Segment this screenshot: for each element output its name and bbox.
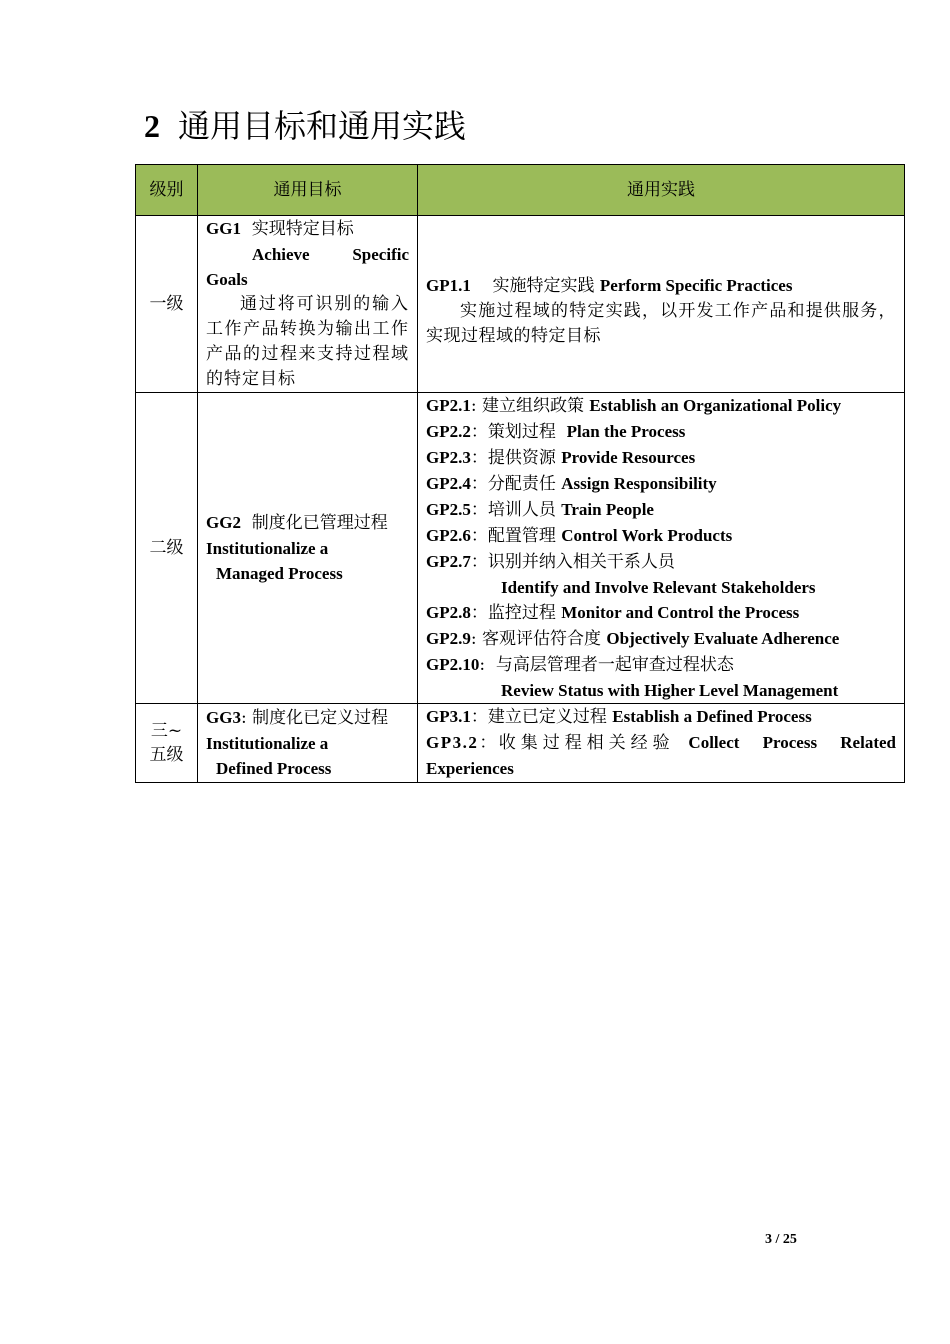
practice-sep: ： bbox=[470, 500, 488, 520]
goal-cell bbox=[198, 704, 418, 783]
practice-cn: 实施特定实践 bbox=[492, 276, 595, 296]
table-row bbox=[136, 216, 905, 393]
practice-en: Assign Responsibility bbox=[561, 474, 717, 493]
practice-cn: 建立已定义过程 bbox=[487, 707, 607, 727]
practice-sep: : bbox=[479, 655, 486, 675]
practice-item bbox=[426, 393, 900, 419]
section-heading bbox=[144, 100, 466, 152]
practice-item bbox=[426, 471, 900, 497]
practice-sep: ： bbox=[470, 707, 488, 727]
goal-cn: 实现特定目标 bbox=[251, 219, 354, 239]
practice-code: GP3.1 bbox=[426, 707, 471, 726]
practice-cn: 分配责任 bbox=[487, 474, 556, 494]
header-practice: 通用实践 bbox=[418, 165, 905, 216]
practice-cn: 客观评估符合度 bbox=[482, 629, 601, 649]
header-goal: 通用目标 bbox=[198, 165, 418, 216]
practice-code: GP2.5 bbox=[426, 500, 471, 519]
practice-item bbox=[426, 445, 900, 471]
practice-en: Train People bbox=[561, 500, 654, 519]
table-row bbox=[136, 704, 905, 783]
goal-code: GG3 bbox=[206, 708, 241, 727]
practice-code: GP2.1 bbox=[426, 396, 471, 415]
goal-code: GG2 bbox=[206, 513, 241, 532]
goal-en-line2: Defined Process bbox=[216, 759, 332, 778]
practice-cn: 配置管理 bbox=[487, 526, 556, 546]
practice-en: Establish an Organizational Policy bbox=[589, 396, 842, 415]
practice-cn: 收集过程相关经验 bbox=[498, 733, 675, 753]
practice-cell bbox=[418, 704, 905, 783]
practice-en: Control Work Products bbox=[561, 526, 733, 545]
goal-code: GG1 bbox=[206, 219, 241, 238]
practice-sep: : bbox=[470, 396, 477, 416]
goal-cell bbox=[198, 393, 418, 704]
page-separator: / bbox=[775, 1232, 780, 1247]
practice-code: GP2.6 bbox=[426, 526, 471, 545]
goal-cn: 制度化已管理过程 bbox=[251, 513, 388, 533]
practice-cn: 与高层管理者一起审查过程状态 bbox=[495, 655, 734, 675]
level-cell bbox=[136, 704, 198, 783]
practice-cn: 建立组织政策 bbox=[482, 396, 584, 416]
practice-code: GP3.2 bbox=[426, 733, 479, 752]
goal-en-line1: Institutionalize a bbox=[206, 734, 329, 753]
level-line1: 三~ bbox=[150, 721, 183, 741]
practice-cn: 培训人员 bbox=[487, 500, 556, 520]
practice-item bbox=[426, 652, 900, 678]
practice-en: Identify and Involve Relevant Stakeholders bbox=[501, 578, 816, 597]
practice-cn: 策划过程 bbox=[487, 422, 556, 442]
practice-cell bbox=[418, 393, 905, 704]
practice-sep: ： bbox=[470, 448, 488, 468]
practice-item bbox=[426, 523, 900, 549]
goal-en-line1: Institutionalize a bbox=[206, 539, 329, 558]
level-line2: 五级 bbox=[149, 745, 184, 765]
practice-en: Plan the Process bbox=[566, 422, 686, 441]
practice-code: GP2.9 bbox=[426, 629, 471, 648]
goal-en-line2: Managed Process bbox=[216, 564, 343, 583]
practice-sep: ： bbox=[470, 526, 488, 546]
practice-sep: ： bbox=[470, 552, 488, 572]
practice-sep: ： bbox=[470, 422, 488, 442]
current-page: 3 bbox=[765, 1232, 772, 1247]
practice-item bbox=[426, 497, 900, 523]
goal-desc: 通过将可识别的输入工作产品转换为输出工作产品的过程来支持过程域的特定目标 bbox=[206, 294, 409, 389]
practice-sep: ： bbox=[470, 603, 488, 623]
level-cell: 二级 bbox=[136, 393, 198, 704]
section-title: 通用目标和通用实践 bbox=[178, 107, 467, 145]
table-header-row bbox=[136, 165, 905, 216]
practice-code: GP2.7 bbox=[426, 552, 471, 571]
practice-cn: 识别并纳入相关干系人员 bbox=[487, 552, 675, 572]
practice-en: Establish a Defined Process bbox=[612, 707, 812, 726]
level-cell: 一级 bbox=[136, 216, 198, 393]
section-number: 2 bbox=[144, 108, 160, 144]
practice-en: Collect Process Related Experiences bbox=[426, 733, 896, 778]
table-row bbox=[136, 393, 905, 704]
practice-code: GP2.10 bbox=[426, 655, 480, 674]
practice-cn: 提供资源 bbox=[487, 448, 556, 468]
practice-en: Objectively Evaluate Adherence bbox=[606, 629, 840, 648]
practice-item bbox=[426, 704, 896, 730]
goal-cell bbox=[198, 216, 418, 393]
practice-sep: ： bbox=[470, 474, 488, 494]
practice-item bbox=[426, 600, 900, 626]
generic-goals-table bbox=[135, 164, 905, 783]
practice-en: Provide Resources bbox=[561, 448, 696, 467]
practice-code: GP1.1 bbox=[426, 276, 471, 295]
practice-sep: : bbox=[470, 629, 477, 649]
practice-cell bbox=[418, 216, 905, 393]
practice-code: GP2.2 bbox=[426, 422, 471, 441]
header-level: 级别 bbox=[136, 165, 198, 216]
goal-sep: : bbox=[240, 708, 247, 728]
practice-item bbox=[426, 419, 900, 445]
total-pages: 25 bbox=[782, 1232, 797, 1247]
page-number bbox=[765, 1232, 797, 1248]
practice-code: GP2.8 bbox=[426, 603, 471, 622]
goal-cn: 制度化已定义过程 bbox=[252, 708, 389, 728]
practice-item bbox=[426, 730, 896, 782]
practice-en: Perform Specific Practices bbox=[599, 276, 793, 295]
practice-cn: 监控过程 bbox=[487, 603, 556, 623]
practice-item bbox=[426, 549, 900, 575]
practice-desc: 实施过程域的特定实践，以开发工作产品和提供服务，实现过程域的特定目标 bbox=[426, 301, 896, 346]
goal-en: Achieve Specific Goals bbox=[206, 245, 409, 289]
practice-code: GP2.4 bbox=[426, 474, 471, 493]
practice-sep: ： bbox=[478, 733, 499, 753]
practice-en: Monitor and Control the Process bbox=[561, 603, 800, 622]
practice-code: GP2.3 bbox=[426, 448, 471, 467]
practice-item bbox=[426, 626, 900, 652]
practice-en: Review Status with Higher Level Management bbox=[501, 681, 839, 700]
